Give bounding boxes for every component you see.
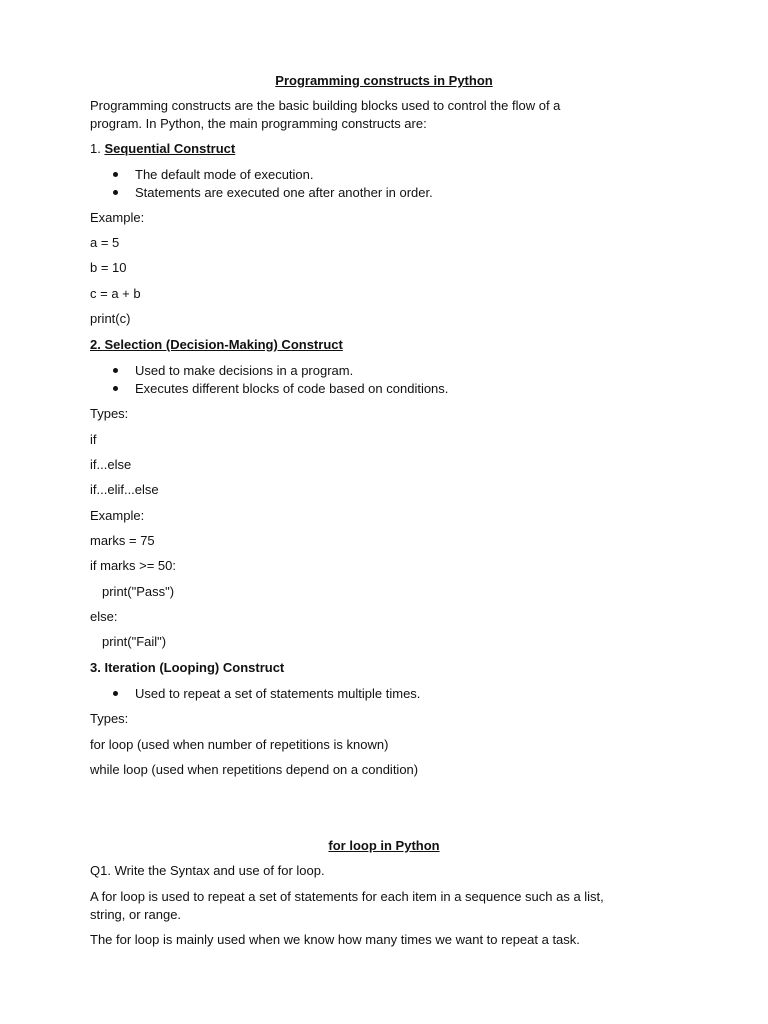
code-line: print(c) <box>90 311 131 326</box>
bullet-text: Executes different blocks of code based on conditions. <box>135 381 449 396</box>
sequential-heading <box>90 140 235 157</box>
code-line: marks = 75 <box>90 533 155 548</box>
bullet-text: The default mode of execution. <box>135 167 314 182</box>
example-label: Example: <box>90 210 145 225</box>
page-title: Programming constructs in Python <box>275 73 493 88</box>
bullet-icon <box>113 386 118 391</box>
type-item: if...elif...else <box>90 482 159 497</box>
section-title: for loop in Python <box>328 838 440 853</box>
types-label: Types: <box>90 711 129 726</box>
example-label: Example: <box>90 508 145 523</box>
type-item: if <box>90 432 97 447</box>
iteration-heading: 3. Iteration (Looping) Construct <box>90 660 285 675</box>
question: Q1. Write the Syntax and use of for loop. <box>90 863 325 878</box>
code-line: c = a + b <box>90 286 141 301</box>
type-item: if...else <box>90 457 132 472</box>
code-line: if marks >= 50: <box>90 558 176 573</box>
bullet-icon <box>113 691 118 696</box>
code-line: a = 5 <box>90 235 120 250</box>
answer-line: The for loop is mainly used when we know how many times we want to repeat a task. <box>90 932 580 947</box>
bullet-icon <box>113 368 118 373</box>
types-label: Types: <box>90 406 129 421</box>
type-item: while loop (used when repetitions depend on a condition) <box>90 762 419 777</box>
bullet-text: Used to repeat a set of statements multiple times. <box>135 686 421 701</box>
code-line: else: <box>90 609 118 624</box>
intro-line-1: Programming constructs are the basic building blocks used to control the flow of a <box>90 98 561 113</box>
answer-line: string, or range. <box>90 907 182 922</box>
sequential-number: 1. <box>90 141 105 156</box>
type-item: for loop (used when number of repetitions is known) <box>90 737 389 752</box>
bullet-text: Statements are executed one after another in order. <box>135 185 433 200</box>
code-line: b = 10 <box>90 260 127 275</box>
code-line: print("Fail") <box>102 634 167 649</box>
selection-heading <box>90 336 343 353</box>
bullet-text: Used to make decisions in a program. <box>135 363 354 378</box>
answer-line: A for loop is used to repeat a set of statements for each item in a sequence such as a list, <box>90 889 604 904</box>
code-line: print("Pass") <box>102 584 175 599</box>
intro-line-2: program. In Python, the main programming constructs are: <box>90 116 427 131</box>
bullet-icon <box>113 172 118 177</box>
selection-heading-text: 2. Selection (Decision-Making) Construct <box>90 337 343 352</box>
bullet-icon <box>113 190 118 195</box>
sequential-heading-text: Sequential Construct <box>104 141 236 156</box>
